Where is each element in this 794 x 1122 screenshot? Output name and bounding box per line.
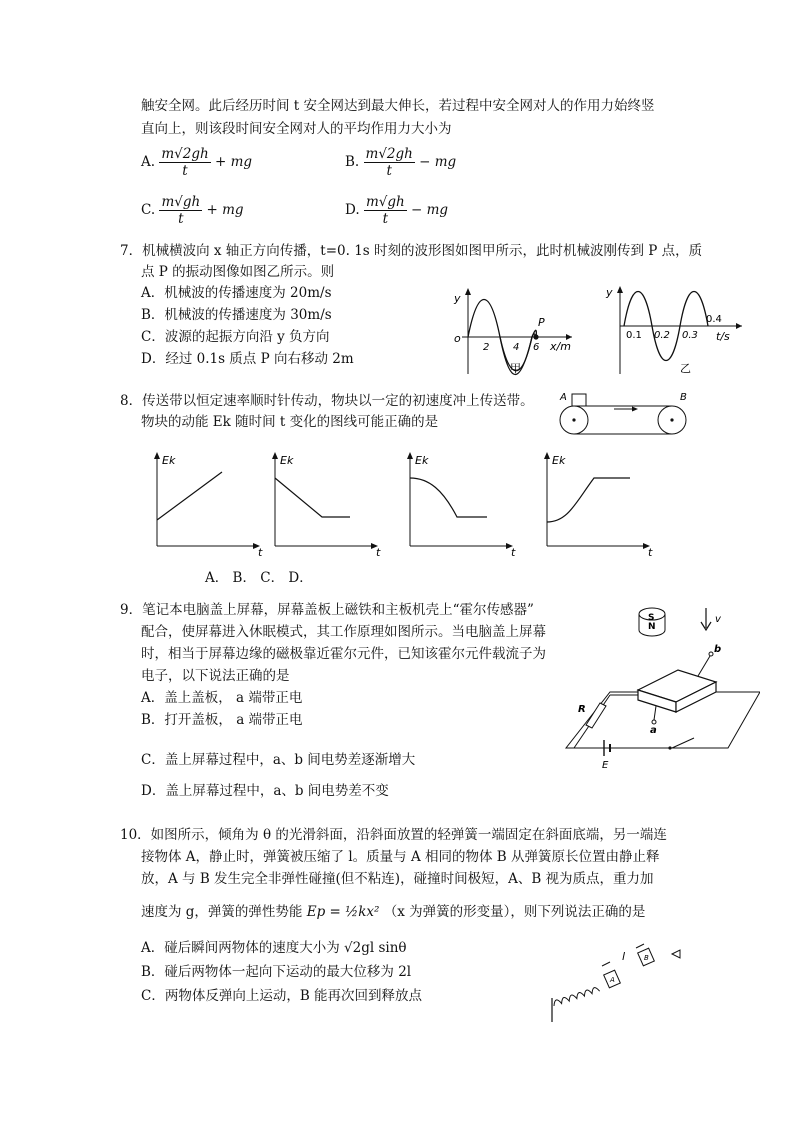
q6-stem-line2: 直向上，则该段时间安全网对人的平均作用力大小为 — [141, 121, 452, 137]
q6-option-b[interactable] — [345, 146, 456, 179]
q9-stem-line4: 电子，以下说法正确的是 — [141, 668, 290, 684]
q6-option-a[interactable] — [141, 146, 252, 179]
y-arrow — [465, 288, 471, 295]
v-label: v — [715, 614, 721, 625]
ek-label: Ek — [280, 454, 294, 467]
q9-stem-line3: 时，相当于屏幕边缘的磁极靠近霍尔元件，已知该霍尔元件载流子为 — [141, 646, 546, 662]
graph-b — [272, 452, 381, 558]
option-tail: + mg — [214, 154, 253, 170]
option-label: A. — [141, 154, 156, 170]
block — [572, 394, 586, 406]
fraction: $\frac{m√gh}{t}$ — [161, 194, 201, 227]
fraction: $\frac{m√2gh}{t}$ — [365, 146, 413, 179]
l-label: l — [622, 950, 626, 963]
q6-stem-line1: 触安全网。此后经历时间 t 安全网达到最大伸长，若过程中安全网对人的作用力始终竖 — [141, 98, 655, 114]
q8-answer-options[interactable]: A． B． C． D． — [205, 570, 313, 586]
curve-b — [275, 478, 350, 517]
tick-0-4: 0.4 — [706, 314, 722, 325]
direction-arrowhead — [632, 407, 638, 412]
tick-0-1: 0.1 — [626, 330, 642, 341]
fraction: $\frac{m√gh}{t}$ — [365, 194, 405, 227]
q7-option-a[interactable]: A．机械波的传播速度为 20m/s — [141, 285, 332, 301]
q7-option-b[interactable]: B．机械波的传播速度为 30m/s — [141, 307, 332, 323]
q8-stem-line2: 物块的动能 Ek 随时间 t 变化的图线可能正确的是 — [141, 414, 439, 430]
option-label: D. — [345, 202, 360, 218]
marker-upper — [636, 944, 644, 948]
q9-stem-line2: 配合，使屏幕进入休眠模式，其工作原理如图所示。当电脑盖上屏幕 — [141, 624, 546, 640]
graph-a — [154, 452, 263, 558]
q10-option-a[interactable]: A．碰后瞬间两物体的速度大小为 √2gl sinθ — [141, 940, 407, 956]
graph-d — [544, 452, 653, 558]
tick-6: 6 — [533, 342, 540, 353]
tick-4: 4 — [513, 342, 520, 353]
q8-stem-line1: 8．传送带以恒定速率顺时针传动，物块以一定的初速度冲上传送带。 — [120, 393, 534, 409]
marker-lower — [602, 962, 610, 966]
origin-label: o — [454, 332, 461, 345]
left-pulley-center — [572, 418, 575, 421]
curve-a — [157, 472, 222, 520]
resistor — [586, 703, 606, 728]
a-label: A — [610, 976, 615, 984]
hall-sensor-figure — [560, 600, 760, 772]
t-arrow — [736, 323, 742, 329]
option-tail: − mg — [410, 202, 449, 218]
q10-stem-line4 — [141, 903, 645, 921]
q10-option-b[interactable]: B．碰后两物体一起向下运动的最大位移为 2l — [141, 964, 412, 980]
q10-option-c[interactable]: C．两物体反弹向上运动，B 能再次回到释放点 — [141, 988, 423, 1004]
tick-2: 2 — [483, 342, 490, 353]
t-label: t — [511, 546, 516, 558]
ek-graphs — [140, 450, 670, 558]
lead-a — [654, 706, 656, 720]
x-label: x/m — [550, 340, 571, 353]
label-a: A — [560, 392, 567, 403]
terminal-a — [652, 720, 656, 724]
lead-b — [698, 656, 710, 676]
ek-label: Ek — [162, 454, 176, 467]
q10-stem-line1: 10．如图所示，倾角为 θ 的光滑斜面，沿斜面放置的轻弹簧一端固定在斜面底端，另一端连 — [120, 827, 667, 843]
incline-spring-figure — [544, 936, 694, 1028]
t-label: t — [376, 546, 381, 558]
line4-pre: 速度为 g，弹簧的弹性势能 — [141, 904, 303, 920]
y-label: y — [454, 292, 461, 305]
a-label: a — [650, 725, 657, 736]
graph-c — [407, 452, 516, 558]
spring — [552, 986, 599, 1006]
e-label: E — [602, 760, 609, 771]
t-label: t/s — [716, 330, 730, 343]
line4-post: （x 为弹簧的形变量），则下列说法正确的是 — [383, 904, 646, 920]
q7-option-c[interactable]: C．波源的起振方向沿 y 负方向 — [141, 329, 330, 345]
elastic-energy-formula: Ep = ½kx² — [306, 904, 380, 920]
switch-blade — [672, 738, 694, 748]
y-arrow — [617, 286, 623, 293]
option-tail: − mg — [419, 154, 457, 170]
q7-option-d[interactable]: D．经过 0.1s 质点 P 向右移动 2m — [141, 351, 354, 367]
q10-stem-line2: 接物体 A，静止时，弹簧被压缩了 l。质量与 A 相同的物体 B 从弹簧原长位置由静止释 — [141, 849, 660, 865]
q9-option-d[interactable]: D．盖上屏幕过程中，a、b 间电势差不变 — [141, 783, 389, 799]
switch-pivot — [668, 746, 671, 749]
point-p — [533, 334, 538, 339]
t-label: t — [648, 546, 653, 558]
right-pulley-center — [670, 418, 673, 421]
terminal-b — [709, 652, 713, 656]
caption-yi: 乙 — [680, 362, 691, 375]
b-label: b — [714, 644, 722, 655]
wave-figure-jia — [450, 282, 580, 378]
curve-c — [410, 478, 487, 517]
conveyor-belt-figure — [556, 386, 696, 442]
tick-0-3: 0.3 — [682, 330, 698, 341]
q6-option-d[interactable] — [345, 194, 448, 227]
q9-option-a[interactable]: A．盖上盖板， a 端带正电 — [141, 690, 303, 706]
wave-figure-yi — [600, 282, 750, 378]
label-b: B — [680, 392, 687, 403]
y-label: y — [606, 286, 613, 299]
q7-stem-line2: 点 P 的振动图像如图乙所示。则 — [141, 264, 335, 280]
option-tail: + mg — [206, 202, 244, 218]
ek-label: Ek — [552, 454, 566, 467]
angle-marker — [672, 950, 680, 958]
t-label: t — [258, 546, 263, 558]
pole-n: N — [648, 622, 656, 632]
p-label: P — [538, 316, 545, 329]
fraction: $\frac{m√2gh}{t}$ — [161, 146, 209, 179]
option-label: B. — [345, 154, 360, 170]
q9-option-b[interactable]: B．打开盖板， a 端带正电 — [141, 712, 303, 728]
b-label: B — [644, 954, 649, 962]
tick-0-2: 0.2 — [654, 330, 670, 341]
caption-jia: 甲 — [510, 362, 521, 375]
curve-d — [547, 478, 630, 522]
q9-stem-line1: 9．笔记本电脑盖上屏幕，屏幕盖板上磁铁和主板机壳上“霍尔传感器” — [120, 602, 534, 618]
option-label: C. — [141, 202, 156, 218]
q7-stem-line1: 7．机械横波向 x 轴正方向传播，t=0. 1s 时刻的波形图如图甲所示，此时机械波刚传到 P 点，质 — [120, 243, 703, 259]
ek-label: Ek — [415, 454, 429, 467]
pole-s: S — [648, 613, 655, 623]
q6-option-c[interactable] — [141, 194, 244, 227]
r-label: R — [578, 704, 586, 715]
q10-stem-line3: 放，A 与 B 发生完全非弹性碰撞(但不粘连)，碰撞时间极短，A、B 视为质点，重力加 — [141, 871, 654, 887]
q9-option-c[interactable]: C．盖上屏幕过程中，a、b 间电势差逐渐增大 — [141, 752, 416, 768]
